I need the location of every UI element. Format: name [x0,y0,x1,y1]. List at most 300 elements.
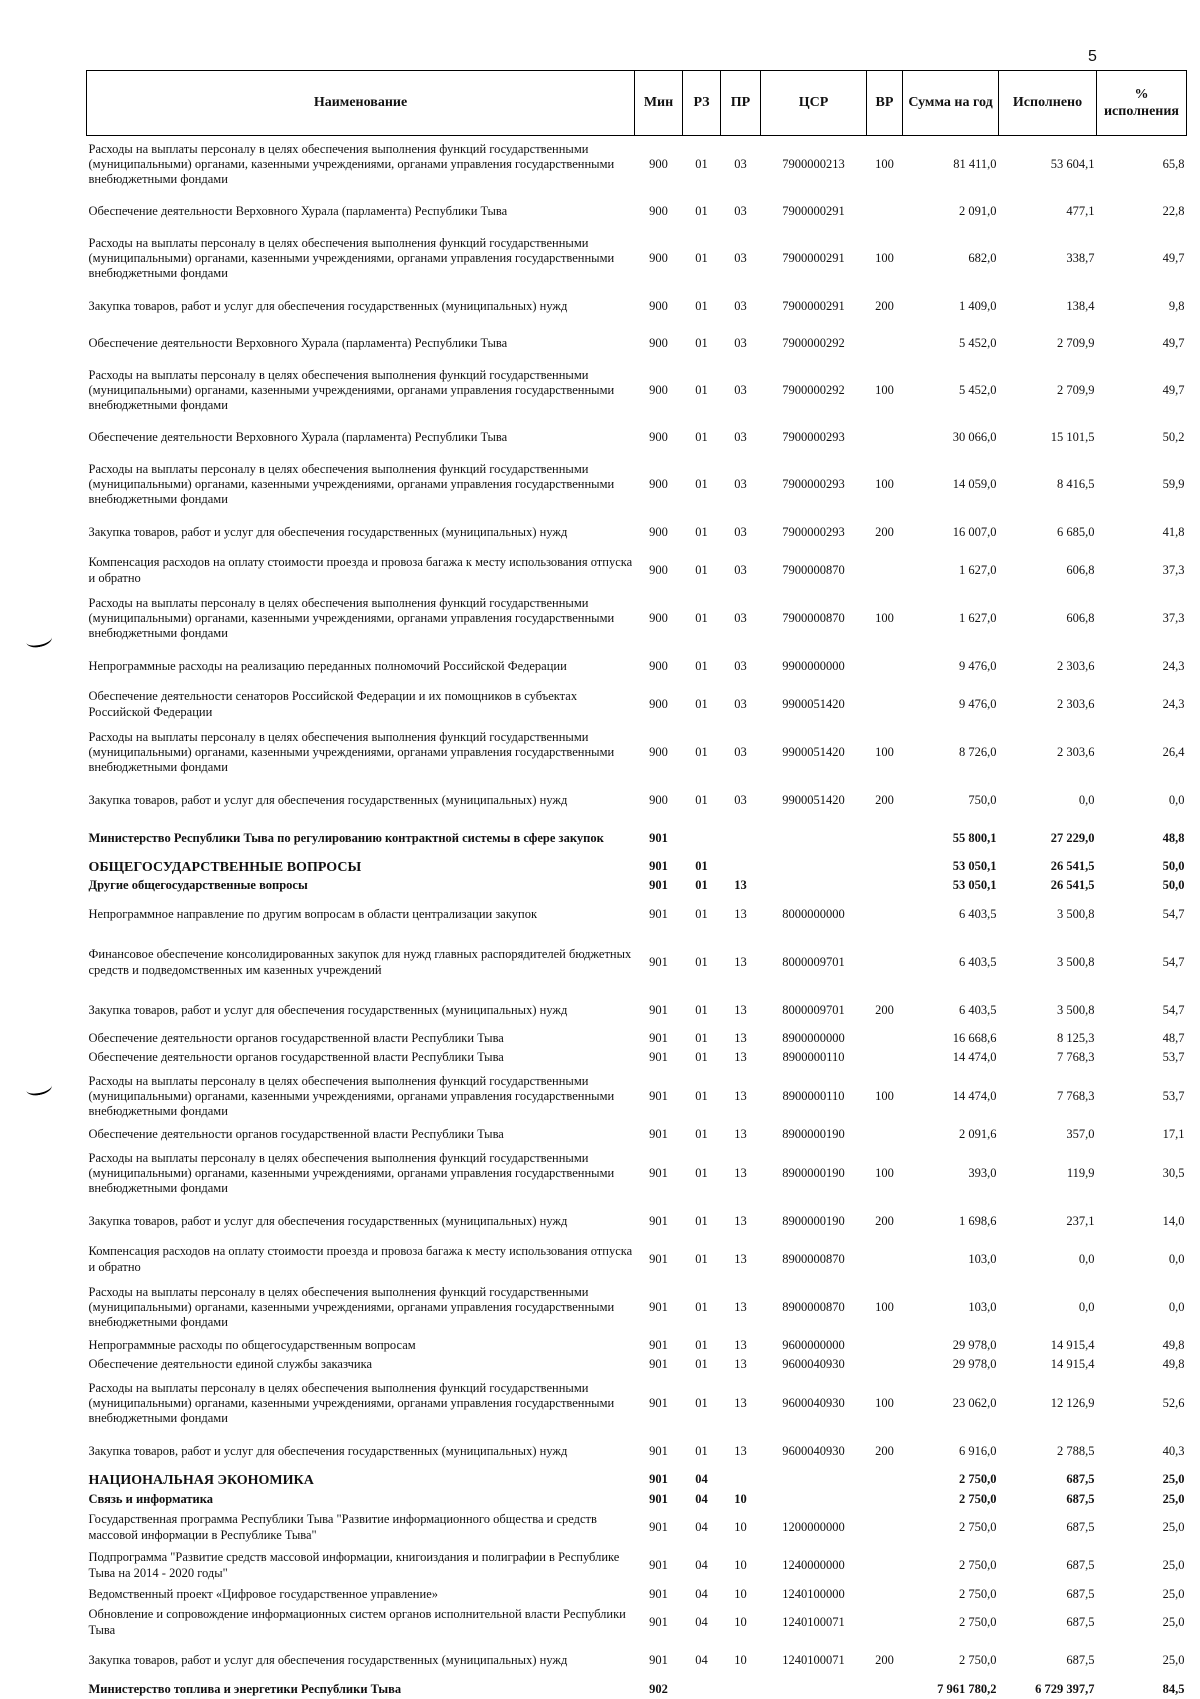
table-row [87,194,1187,230]
table-row [87,1604,1187,1642]
cell-sum: 2 091,0 [959,203,997,218]
cell-done: 687,5 [1066,1615,1095,1630]
cell-vr: 100 [875,476,894,491]
cell-pr: 13 [734,1299,747,1314]
cell-pct: 25,0 [1162,1491,1185,1506]
cell-rz: 01 [695,1165,708,1180]
cell-pct: 53,7 [1162,1088,1185,1103]
cell-pct: 40,3 [1162,1443,1185,1458]
cell-rz: 01 [695,562,708,577]
cell-name: Расходы на выплаты персоналу в целях обеспечения выполнения функций государственными (муниципальными) органами, казенными учреждениями, органами управления государственными внебюджетными фондами [88,595,615,641]
header-csr: ЦСР [761,71,867,136]
cell-pr: 13 [734,1088,747,1103]
cell-vr: 100 [875,744,894,759]
cell-done: 3 500,8 [1057,1002,1095,1017]
cell-vr [867,1604,903,1642]
cell-sum: 2 750,0 [959,1472,997,1487]
table-row [87,1509,1187,1547]
cell-vr [867,1509,903,1547]
cell-csr: 9900000000 [782,658,845,673]
cell-min: 901 [649,830,668,845]
cell-min: 901 [649,1050,668,1065]
cell-name: ОБЩЕГОСУДАРСТВЕННЫЕ ВОПРОСЫ [88,859,362,875]
cell-sum: 16 668,6 [952,1031,997,1046]
cell-rz: 01 [695,610,708,625]
cell-done: 119,9 [1066,1165,1095,1180]
cell-name: Компенсация расходов на оплату стоимости проезда и провоза багажа к месту использования отпуска и обратно [88,1244,633,1274]
cell-rz [683,820,721,858]
cell-sum: 55 800,1 [952,830,997,845]
header-done: Исполнено [999,71,1097,136]
cell-pr: 03 [734,203,747,218]
cell-pr: 03 [734,476,747,491]
cell-rz: 01 [695,524,708,539]
budget-table [86,70,1187,1699]
cell-csr: 7900000292 [782,335,845,350]
cell-min: 901 [649,1031,668,1046]
cell-vr [867,877,903,896]
cell-vr [867,1490,903,1509]
cell-csr: 9900051420 [782,792,845,807]
cell-pr: 13 [734,1002,747,1017]
cell-rz: 01 [695,1357,708,1372]
cell-done: 477,1 [1066,203,1095,218]
cell-name: Связь и информатика [88,1491,213,1506]
cell-name: НАЦИОНАЛЬНАЯ ЭКОНОМИКА [88,1472,314,1488]
cell-min: 901 [649,1251,668,1266]
cell-min: 901 [649,1213,668,1228]
cell-vr: 100 [875,1395,894,1410]
cell-min: 901 [649,1338,668,1353]
table-row [87,552,1187,590]
cell-vr: 100 [875,250,894,265]
cell-name: Другие общегосударственные вопросы [88,878,308,893]
cell-min: 901 [649,1395,668,1410]
cell-vr [867,552,903,590]
cell-pct: 49,8 [1162,1357,1185,1372]
cell-min: 901 [649,859,668,874]
cell-pct: 9,8 [1168,298,1185,313]
header-row [87,71,1187,136]
cell-pct: 49,8 [1162,1338,1185,1353]
cell-vr [867,1337,903,1356]
cell-done: 338,7 [1066,250,1095,265]
cell-min: 901 [649,878,668,893]
cell-sum: 393,0 [968,1165,997,1180]
cell-name: Непрограммные расходы на реализацию переданных полномочий Российской Федерации [88,658,567,673]
cell-csr [761,1680,867,1699]
cell-pct: 65,8 [1162,157,1185,172]
table-row [87,820,1187,858]
cell-name: Расходы на выплаты персоналу в целях обеспечения выполнения функций государственными (муниципальными) органами, казенными учреждениями, органами управления государственными внебюджетными фондами [88,367,615,413]
cell-sum: 103,0 [968,1299,997,1314]
cell-pr: 13 [734,1251,747,1266]
cell-sum: 6 403,5 [959,906,997,921]
cell-csr: 8000000000 [782,906,845,921]
cell-done: 14 915,4 [1050,1357,1095,1372]
cell-vr [867,934,903,992]
cell-pct: 49,7 [1162,335,1185,350]
header-pr: ПР [721,71,761,136]
cell-pr: 03 [734,696,747,711]
cell-done: 8 416,5 [1057,476,1095,491]
cell-rz: 01 [695,1088,708,1103]
cell-min: 900 [649,524,668,539]
table-row [87,1030,1187,1049]
cell-done: 687,5 [1066,1586,1095,1601]
cell-rz: 01 [695,157,708,172]
cell-rz: 01 [695,906,708,921]
cell-pct: 25,0 [1162,1558,1185,1573]
pen-mark [25,1078,53,1097]
table-row [87,1471,1187,1490]
cell-pr: 10 [734,1615,747,1630]
cell-done: 2 709,9 [1057,382,1095,397]
cell-done: 0,0 [1078,1299,1095,1314]
cell-vr: 200 [875,1002,894,1017]
cell-vr: 200 [875,792,894,807]
cell-pct: 52,6 [1162,1395,1185,1410]
table-row [87,1279,1187,1337]
cell-done: 3 500,8 [1057,954,1095,969]
cell-rz: 01 [695,859,708,874]
cell-pr: 03 [734,298,747,313]
cell-done: 2 303,6 [1057,744,1095,759]
cell-name: Закупка товаров, работ и услуг для обеспечения государственных (муниципальных) нужд [88,298,568,313]
cell-min: 900 [649,744,668,759]
cell-vr [867,858,903,877]
cell-name: Закупка товаров, работ и услуг для обеспечения государственных (муниципальных) нужд [88,524,568,539]
cell-pct: 50,2 [1162,429,1185,444]
cell-rz: 01 [695,335,708,350]
cell-sum: 1 627,0 [959,562,997,577]
table-row [87,858,1187,877]
cell-pr: 13 [734,1443,747,1458]
header-name: Наименование [87,71,635,136]
cell-pct: 0,0 [1168,1299,1185,1314]
cell-done: 357,0 [1066,1127,1095,1142]
cell-rz: 01 [695,250,708,265]
cell-name: Обновление и сопровождение информационных систем органов исполнительной власти Республики Тыва [88,1607,626,1637]
cell-pct: 26,4 [1162,744,1185,759]
cell-sum: 2 750,0 [959,1520,997,1535]
cell-done: 687,5 [1066,1472,1095,1487]
table-row [87,934,1187,992]
cell-name: Закупка товаров, работ и услуг для обеспечения государственных (муниципальных) нужд [88,1653,568,1668]
cell-sum: 103,0 [968,1251,997,1266]
cell-sum: 9 476,0 [959,658,997,673]
cell-min: 900 [649,298,668,313]
cell-name: Ведомственный проект «Цифровое государственное управление» [88,1586,438,1601]
cell-done: 2 709,9 [1057,335,1095,350]
table-row [87,1068,1187,1126]
cell-pct: 49,7 [1162,382,1185,397]
cell-sum: 6 403,5 [959,954,997,969]
header-sum: Сумма на год [903,71,999,136]
cell-rz: 01 [695,203,708,218]
table-row [87,648,1187,686]
cell-done: 12 126,9 [1050,1395,1095,1410]
cell-done: 6 685,0 [1057,524,1095,539]
table-row [87,1433,1187,1471]
cell-pr: 13 [734,1357,747,1372]
cell-sum: 14 474,0 [952,1088,997,1103]
table-row [87,1356,1187,1375]
page-number: 5 [1088,48,1097,65]
cell-rz: 01 [695,696,708,711]
cell-sum: 8 726,0 [959,744,997,759]
cell-rz: 01 [695,1127,708,1142]
cell-name: Расходы на выплаты персоналу в целях обеспечения выполнения функций государственными (муниципальными) органами, казенными учреждениями, органами управления государственными внебюджетными фондами [88,729,615,775]
cell-sum: 23 062,0 [952,1395,997,1410]
cell-min: 900 [649,476,668,491]
cell-name: Закупка товаров, работ и услуг для обеспечения государственных (муниципальных) нужд [88,1443,568,1458]
cell-done: 2 303,6 [1057,658,1095,673]
cell-csr: 7900000213 [782,157,845,172]
cell-sum: 16 007,0 [952,524,997,539]
cell-csr: 9600040930 [782,1357,845,1372]
cell-name: Расходы на выплаты персоналу в целях обеспечения выполнения функций государственными (муниципальными) органами, казенными учреждениями, органами управления государственными внебюджетными фондами [88,141,615,187]
cell-sum: 29 978,0 [952,1338,997,1353]
header-pct: % исполнения [1097,71,1187,136]
cell-vr [867,1030,903,1049]
cell-name: Закупка товаров, работ и услуг для обеспечения государственных (муниципальных) нужд [88,1213,568,1228]
cell-done: 2 788,5 [1057,1443,1095,1458]
cell-sum: 7 961 780,2 [937,1681,997,1696]
cell-csr: 8900000190 [782,1127,845,1142]
cell-name: Расходы на выплаты персоналу в целях обеспечения выполнения функций государственными (муниципальными) органами, казенными учреждениями, органами управления государственными внебюджетными фондами [88,1284,615,1330]
cell-sum: 1 698,6 [959,1213,997,1228]
cell-vr [867,420,903,456]
cell-rz: 01 [695,658,708,673]
cell-rz: 01 [695,1299,708,1314]
cell-pr [721,1471,761,1490]
table-row [87,782,1187,820]
cell-csr: 7900000293 [782,524,845,539]
cell-csr: 7900000870 [782,562,845,577]
cell-rz: 04 [695,1520,708,1535]
table-body [87,136,1187,1699]
cell-pr: 03 [734,792,747,807]
cell-vr [867,326,903,362]
cell-pr: 03 [734,610,747,625]
cell-rz: 01 [695,1213,708,1228]
table-row [87,590,1187,648]
cell-sum: 750,0 [968,792,997,807]
table-row [87,514,1187,552]
cell-min: 900 [649,429,668,444]
table-row [87,1049,1187,1068]
cell-pct: 41,8 [1162,524,1185,539]
cell-csr: 7900000291 [782,203,845,218]
cell-vr: 100 [875,1299,894,1314]
cell-rz: 04 [695,1558,708,1573]
cell-done: 687,5 [1066,1558,1095,1573]
header-rz: РЗ [683,71,721,136]
cell-pr [721,820,761,858]
cell-rz: 01 [695,878,708,893]
cell-csr [761,858,867,877]
cell-done: 687,5 [1066,1653,1095,1668]
table-row [87,724,1187,782]
header-min: Мин [635,71,683,136]
cell-vr [867,820,903,858]
table-row [87,1337,1187,1356]
cell-name: Расходы на выплаты персоналу в целях обеспечения выполнения функций государственными (муниципальными) органами, казенными учреждениями, органами управления государственными внебюджетными фондами [88,461,615,507]
cell-done: 7 768,3 [1057,1050,1095,1065]
cell-min: 900 [649,382,668,397]
cell-rz: 01 [695,1395,708,1410]
table-row [87,1375,1187,1433]
cell-min: 901 [649,1443,668,1458]
cell-min: 901 [649,1357,668,1372]
cell-vr: 100 [875,1088,894,1103]
cell-min: 901 [649,1558,668,1573]
cell-done: 27 229,0 [1050,830,1095,845]
table-row [87,1241,1187,1279]
cell-rz: 04 [695,1472,708,1487]
cell-sum: 53 050,1 [952,859,997,874]
cell-csr: 7900000292 [782,382,845,397]
cell-sum: 81 411,0 [953,157,997,172]
cell-sum: 14 059,0 [952,476,997,491]
table-row [87,896,1187,934]
cell-vr: 200 [875,1653,894,1668]
cell-min: 900 [649,250,668,265]
cell-sum: 2 750,0 [959,1558,997,1573]
cell-vr [867,1356,903,1375]
cell-csr: 9600040930 [782,1395,845,1410]
table-row [87,1680,1187,1699]
cell-pct: 17,1 [1162,1127,1185,1142]
cell-rz: 01 [695,792,708,807]
cell-pr: 13 [734,1165,747,1180]
cell-name: Обеспечение деятельности единой службы заказчика [88,1357,373,1372]
cell-sum: 5 452,0 [959,335,997,350]
table-row [87,456,1187,514]
cell-pr: 03 [734,744,747,759]
cell-pr: 13 [734,1031,747,1046]
cell-min: 902 [649,1681,668,1696]
cell-done: 2 303,6 [1057,696,1095,711]
cell-name: Обеспечение деятельности Верховного Хурала (парламента) Республики Тыва [88,429,508,444]
cell-pr: 03 [734,157,747,172]
cell-pr: 03 [734,382,747,397]
cell-csr: 8900000110 [782,1088,845,1103]
cell-done: 26 541,5 [1050,859,1095,874]
cell-pct: 24,3 [1162,696,1185,711]
cell-csr: 8900000000 [782,1031,845,1046]
cell-name: Обеспечение деятельности органов государственной власти Республики Тыва [88,1127,504,1142]
cell-csr: 8900000110 [782,1050,845,1065]
cell-pr: 13 [734,1338,747,1353]
cell-vr: 200 [875,524,894,539]
cell-vr [867,686,903,724]
cell-sum: 1 627,0 [959,610,997,625]
table-row [87,230,1187,288]
cell-name: Расходы на выплаты персоналу в целях обеспечения выполнения функций государственными (муниципальными) органами, казенными учреждениями, органами управления государственными внебюджетными фондами [88,1380,615,1426]
cell-sum: 14 474,0 [952,1050,997,1065]
cell-min: 900 [649,335,668,350]
cell-sum: 9 476,0 [959,696,997,711]
cell-pr [721,1680,761,1699]
cell-sum: 5 452,0 [959,382,997,397]
cell-rz: 01 [695,1251,708,1266]
cell-csr: 8000009701 [782,1002,845,1017]
cell-name: Обеспечение деятельности Верховного Хурала (парламента) Республики Тыва [88,203,508,218]
table-row [87,1203,1187,1241]
cell-done: 606,8 [1066,610,1095,625]
table-row [87,992,1187,1030]
cell-sum: 2 091,6 [959,1127,997,1142]
cell-pct: 0,0 [1168,1251,1185,1266]
cell-rz: 01 [695,298,708,313]
cell-pct: 30,5 [1162,1165,1185,1180]
table-row [87,1585,1187,1604]
cell-pr: 10 [734,1586,747,1601]
cell-name: Подпрограмма "Развитие средств массовой информации, книгоиздания и полиграфии в Республике Тыва на 2014 - 2020 годы" [88,1550,620,1580]
cell-sum: 2 750,0 [959,1586,997,1601]
cell-sum: 53 050,1 [952,878,997,893]
cell-name: Компенсация расходов на оплату стоимости проезда и провоза багажа к месту использования отпуска и обратно [88,555,633,585]
cell-sum: 2 750,0 [959,1615,997,1630]
cell-sum: 2 750,0 [959,1491,997,1506]
cell-csr: 9900051420 [782,696,845,711]
table-row [87,877,1187,896]
cell-rz: 04 [695,1615,708,1630]
cell-pct: 54,7 [1162,954,1185,969]
cell-pct: 48,8 [1162,830,1185,845]
cell-pr: 03 [734,429,747,444]
table-row [87,1145,1187,1203]
cell-pct: 22,8 [1162,203,1185,218]
cell-pct: 50,0 [1162,859,1185,874]
cell-sum: 6 403,5 [959,1002,997,1017]
cell-pct: 84,5 [1162,1681,1185,1696]
cell-name: Министерство топлива и энергетики Республики Тыва [88,1681,402,1696]
cell-rz: 01 [695,744,708,759]
pen-mark [25,630,53,649]
cell-min: 900 [649,157,668,172]
cell-vr: 200 [875,298,894,313]
cell-pr [721,858,761,877]
cell-min: 900 [649,696,668,711]
cell-vr [867,896,903,934]
cell-csr: 8900000870 [782,1251,845,1266]
cell-name: Расходы на выплаты персоналу в целях обеспечения выполнения функций государственными (муниципальными) органами, казенными учреждениями, органами управления государственными внебюджетными фондами [88,235,615,281]
cell-pct: 14,0 [1162,1213,1185,1228]
cell-pr: 10 [734,1491,747,1506]
table-row [87,362,1187,420]
cell-name: Закупка товаров, работ и услуг для обеспечения государственных (муниципальных) нужд [88,1002,568,1017]
cell-done: 8 125,3 [1057,1031,1095,1046]
cell-name: Обеспечение деятельности органов государственной власти Республики Тыва [88,1031,504,1046]
cell-csr: 9900051420 [782,744,845,759]
cell-min: 901 [649,954,668,969]
cell-vr: 100 [875,1165,894,1180]
cell-min: 901 [649,1299,668,1314]
cell-min: 901 [649,1002,668,1017]
cell-vr [867,1680,903,1699]
cell-pr: 13 [734,954,747,969]
table-row [87,1126,1187,1145]
cell-sum: 2 750,0 [959,1653,997,1668]
cell-vr [867,1126,903,1145]
cell-sum: 6 916,0 [959,1443,997,1458]
cell-rz: 01 [695,476,708,491]
cell-csr [761,877,867,896]
table-row [87,1642,1187,1680]
